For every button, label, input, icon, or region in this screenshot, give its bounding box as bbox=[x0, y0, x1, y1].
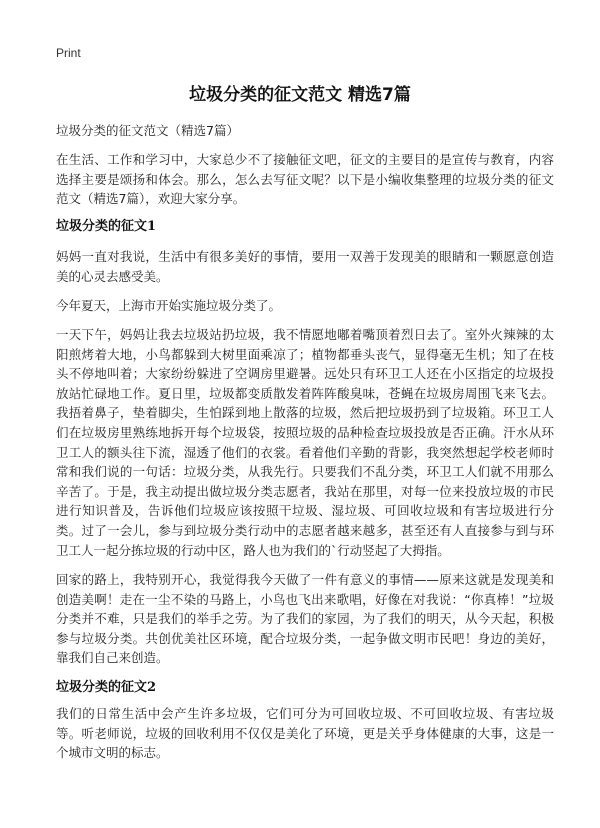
document-title: 垃圾分类的征文范文 精选7篇 bbox=[189, 85, 411, 105]
essay-1-paragraph-1: 妈妈一直对我说，生活中有很多美好的事情，要用一双善于发现美的眼睛和一颗愿意创造美的心灵去感受美。 bbox=[56, 249, 554, 284]
essay-1-paragraph-4: 回家的路上，我特别开心，我觉得我今天做了一件有意义的事情——原来这就是发现美和创造美啊！走在一尘不染的马路上，小鸟也飞出来歌唱，好像在对我说：“你真棒！”垃圾分类并不难，只是我们的举手之劳。为了我们的家园，为了我们的明天，从今天起，积极参与垃圾分类。共创优美社区环境，配合垃圾分类，一起争做文明市民吧！身边的美好，靠我们自己来创造。 bbox=[56, 572, 554, 666]
document-subtitle: 垃圾分类的征文范文（精选7篇） bbox=[56, 123, 239, 138]
essay-1-paragraph-2: 今年夏天，上海市开始实施垃圾分类了。 bbox=[56, 298, 282, 313]
essay-2-heading: 垃圾分类的征文2 bbox=[56, 680, 157, 695]
essay-1-paragraph-3: 一天下午，妈妈让我去垃圾站扔垃圾，我不情愿地嘟着嘴顶着烈日去了。室外火辣辣的太阳煎烤着大地，小鸟都躲到大树里面乘凉了；植物都垂头丧气，显得毫无生机；知了在枝头不停地叫着；大家纷纷躲进了空调房里避暑。远处只有环卫工人还在小区指定的垃圾投放站忙碌地工作。夏日里，垃圾都变质散发着阵阵酸臭味，苍蝇在垃圾房周围飞来飞去。我捂着鼻子，垫着脚尖，生怕踩到地上散落的垃圾，然后把垃圾扔到了垃圾箱。环卫工人们在垃圾房里熟练地拆开每个垃圾袋，按照垃圾的品种检查垃圾投放是否正确。汗水从环卫工人的额头往下流，湿透了他们的衣裳。看着他们辛勤的背影，我突然想起学校老师时常和我们说的一句话：垃圾分类，从我先行。只要我们不乱分类，环卫工人们就不用那么辛苦了。于是，我主动提出做垃圾分类志愿者，我站在那里，对每一位来投放垃圾的市民进行知识普及，告诉他们垃圾应该按照干垃圾、湿垃圾、可回收垃圾和有害垃圾进行分类。过了一会儿，参与到垃圾分类行动中的志愿者越来越多，甚至还有人直接参与到与环卫工人一起分拣垃圾的行动中区，路人也为我们的`行动竖起了大拇指。 bbox=[56, 327, 554, 558]
essay-2-paragraph-1: 我们的日常生活中会产生许多垃圾，它们可分为可回收垃圾、不可回收垃圾、有害垃圾等。听老师说，垃圾的回收利用不仅仅是美化了环境，更是关乎身体健康的大事，这是一个城市文明的标志。 bbox=[56, 706, 554, 761]
intro-paragraph: 在生活、工作和学习中，大家总少不了接触征文吧，征文的主要目的是宣传与教育，内容选择主要是颂扬和体会。那么，怎么去写征文呢？以下是小编收集整理的垃圾分类的征文范文（精选7篇），欢迎大家分享。 bbox=[56, 152, 554, 207]
print-label[interactable]: Print bbox=[56, 46, 81, 60]
essay-1-heading: 垃圾分类的征文1 bbox=[56, 219, 157, 234]
